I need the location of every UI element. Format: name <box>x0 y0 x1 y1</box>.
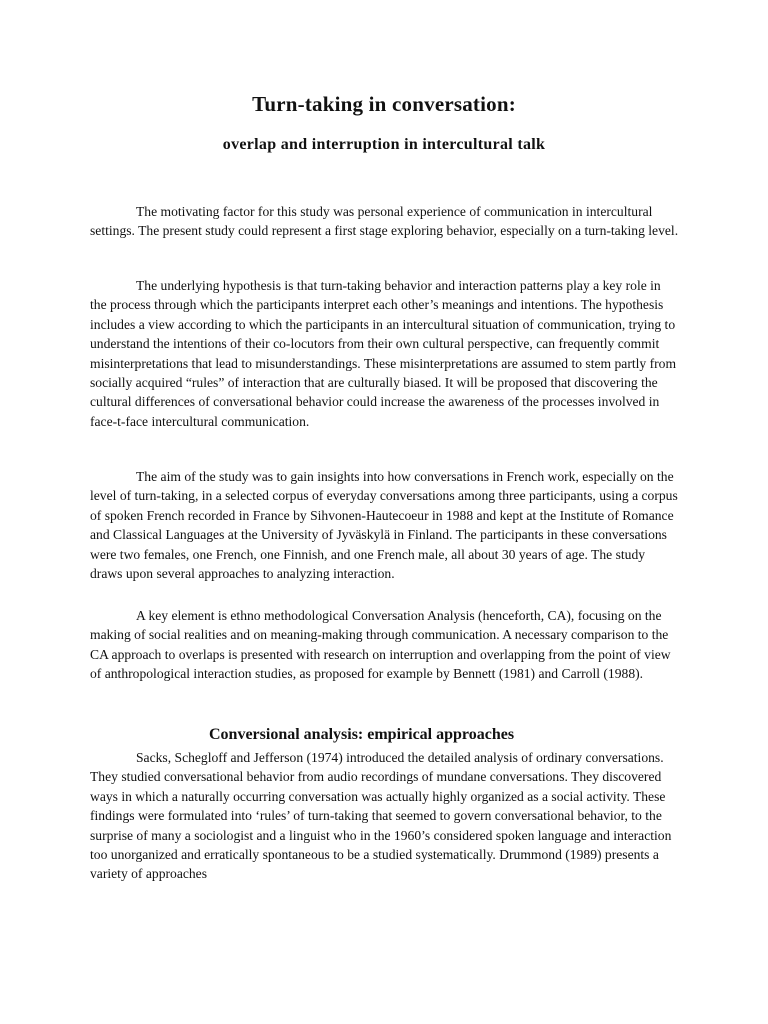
paragraph-hypothesis: The underlying hypothesis is that turn-taking behavior and interaction patterns play a key role in the process through which the participants interpret each other’s meanings and intentions. The hypothesis includes a view according to which the participants in an intercultural situation of communication, trying to understand the intentions of their co-locutors from their own cultural perspective, can frequently commit misinterpretations that lead to misunderstandings. These misinterpretations are assumed to stem partly from socially acquired “rules” of interaction that are culturally biased. It will be proposed that discovering the cultural differences of conversational behavior could increase the awareness of the processes involved in face-t-face intercultural communication. <box>90 278 677 429</box>
document-subtitle: overlap and interruption in intercultural talk <box>222 136 546 153</box>
section-heading: Conversional analysis: empirical approaches <box>209 726 515 743</box>
paragraph-motivation: The motivating factor for this study was personal experience of communication in intercultural settings. The present study could represent a first stage exploring behavior, especially on a turn-taking level. <box>90 204 679 239</box>
paragraph-section-body: Sacks, Schegloff and Jefferson (1974) introduced the detailed analysis of ordinary conversations. They studied conversational behavior from audio recordings of mundane conversations. They discovered ways in which a naturally occurring conversation was actually highly organized as a social activity. These findings were formulated into ‘rules’ of turn-taking that seemed to govern conversational behavior, to the surprise of many a sociologist and a linguist who in the 1960’s considered spoken language and interaction too unorganized and erratically spontaneous to be a studied systematically. Drummond (1989) presents a variety of approaches <box>90 750 672 882</box>
paragraph-aim: The aim of the study was to gain insights into how conversations in French work, especially on the level of turn-taking, in a selected corpus of everyday conversations among three participants, using a corpus of spoken French recorded in France by Sihvonen-Hautecoeur in 1988 and kept at the Institute of Romance and Classical Languages at the University of Jyväskylä in Finland. The participants in these conversations were two females, one French, one Finnish, and one French male, all about 30 years of age. The study draws upon several approaches to analyzing interaction. <box>90 469 678 582</box>
document-title: Turn-taking in conversation: <box>252 92 516 116</box>
paragraph-key-element: A key element is ethno methodological Conversation Analysis (henceforth, CA), focusing on the making of social realities and on meaning-making through communication. A necessary comparison to the CA approach to overlaps is presented with research on interruption and overlapping from the point of view of anthropological interaction studies, as proposed for example by Bennett (1981) and Carroll (1988). <box>90 608 671 682</box>
